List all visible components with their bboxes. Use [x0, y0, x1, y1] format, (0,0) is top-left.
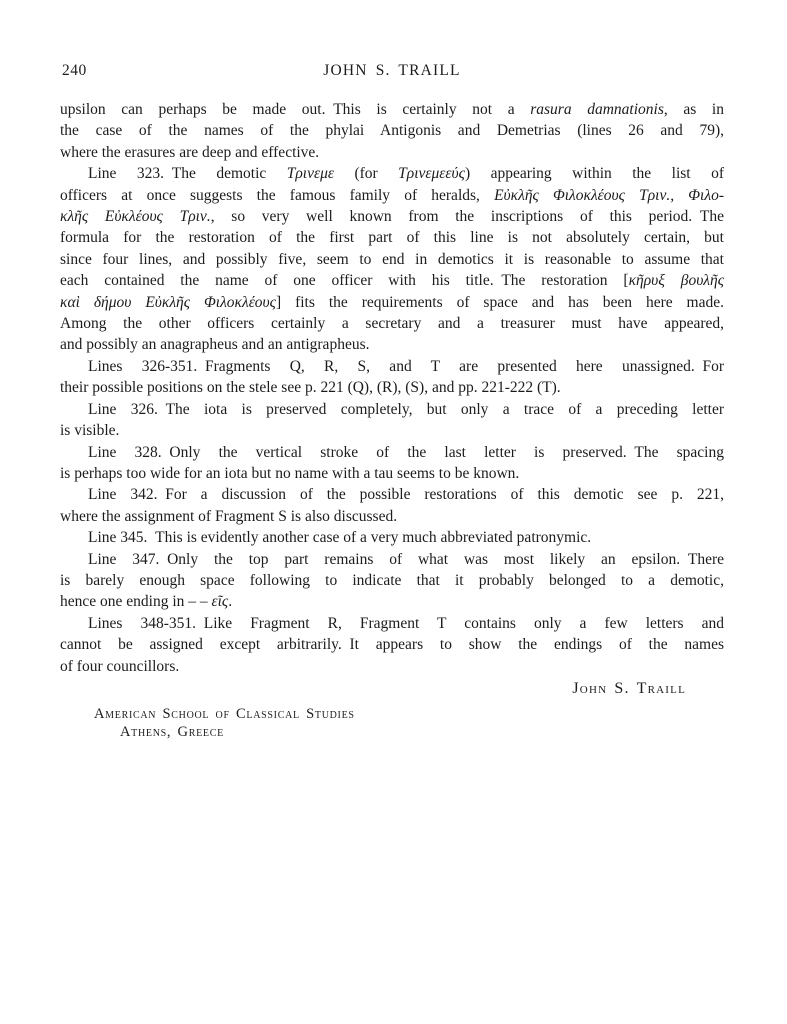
page-body [60, 99, 724, 677]
page-content [60, 99, 724, 741]
paragraph [60, 484, 724, 527]
text-line [60, 420, 724, 441]
paragraph [60, 163, 724, 356]
text-segment: ) appearing within the list of [464, 165, 724, 183]
text-line [60, 484, 724, 505]
paragraph [60, 99, 724, 163]
text-line [60, 506, 724, 527]
text-segment: each contained the name of one officer with his title. The restoration [ [60, 272, 629, 290]
text-segment: Line 326. The iota is preserved completely, but only a trace of a preceding letter [88, 400, 724, 418]
page-number: 240 [62, 62, 87, 79]
affiliation-institution: American School of Classical Studies [94, 706, 355, 723]
text-segment: cannot be assigned except arbitrarily. It appears to show the endings of the names [60, 636, 724, 654]
running-title: JOHN S. TRAILL [323, 62, 461, 79]
text-segment: officers at once suggests the famous family of heralds, [60, 186, 495, 204]
text-segment: is barely enough space following to indicate that it probably belonged to a demotic, [60, 571, 724, 589]
running-head [60, 62, 724, 82]
text-segment: Line 342. For a discussion of the possible restorations of this demotic see p. 221, [88, 486, 724, 504]
text-segment: formula for the restoration of the first part of this line is not absolutely certain, but [60, 229, 724, 247]
text-segment: Line 345. This is evidently another case of a very much abbreviated patronymic. [88, 529, 592, 547]
text-line [60, 270, 724, 291]
paragraph [60, 356, 724, 399]
text-line [60, 549, 724, 570]
text-segment: is visible. [60, 422, 120, 440]
text-segment: is perhaps too wide for an iota but no name with a tau seems to be known. [60, 464, 520, 482]
text-line [60, 442, 724, 463]
text-segment: ] fits the requirements of space and has been here made. [275, 293, 725, 311]
greek-text: κῆρυξ βουλῆς [628, 272, 724, 290]
text-line [60, 120, 724, 141]
text-segment: Line 328. Only the vertical stroke of the last letter is preserved. The spacing [88, 443, 724, 461]
paragraph [60, 399, 724, 442]
text-line [60, 163, 724, 184]
greek-text: εῖς [211, 593, 229, 611]
text-line [60, 227, 724, 248]
text-line [60, 656, 724, 677]
greek-text: Τρινεμε [286, 165, 334, 183]
text-segment: , as in [663, 101, 724, 118]
text-line [60, 527, 724, 548]
italic-text: rasura damnationis [530, 101, 664, 118]
text-segment: and possibly an anagrapheus and an antigrapheus. [60, 336, 370, 354]
text-segment: Line 323. The demotic [88, 165, 287, 183]
text-segment: of four councillors. [60, 657, 180, 675]
text-segment: , so very well known from the inscriptions of this period. The [210, 208, 725, 226]
text-segment: where the erasures are deep and effective. [60, 143, 320, 161]
text-segment: since four lines, and possibly five, seem to end in demotics it is reasonable to assume that [60, 250, 724, 268]
text-line [60, 463, 724, 484]
text-segment: where the assignment of Fragment S is also discussed. [60, 507, 398, 525]
greek-text: Εὐκλῆς Φιλοκλέους Τριν., Φιλο- [494, 186, 724, 204]
greek-text: καὶ δήμου Εὐκλῆς Φιλοκλέους [60, 293, 276, 311]
paragraph [60, 613, 724, 677]
text-line [60, 613, 724, 634]
text-line [60, 377, 724, 398]
text-line [60, 292, 724, 313]
text-line [60, 142, 724, 163]
paragraph [60, 549, 724, 613]
author-affiliation [60, 706, 724, 741]
paragraph [60, 442, 724, 485]
paragraph [60, 527, 724, 548]
text-line [60, 591, 724, 612]
text-segment: Lines 326-351. Fragments Q, R, S, and T are presented here unassigned. For [88, 357, 724, 375]
greek-text: κλῆς Εὐκλέους Τριν. [60, 208, 211, 226]
text-segment: (for [333, 165, 399, 183]
text-segment: Among the other officers certainly a secretary and a treasurer must have appeared, [60, 315, 724, 333]
text-line [60, 399, 724, 420]
text-line [60, 313, 724, 334]
affiliation-location: Athens, Greece [120, 723, 224, 740]
text-segment: the case of the names of the phylai Antigonis and Demetrias (lines 26 and 79), [60, 122, 724, 140]
text-line [60, 356, 724, 377]
text-line [60, 634, 724, 655]
text-line [60, 206, 724, 227]
text-segment: hence one ending in – – [60, 593, 212, 611]
text-segment: their possible positions on the stele see p. 221 (Q), (R), (S), and pp. 221-222 (T). [60, 379, 561, 397]
greek-text: Τρινεμεεύς [398, 165, 465, 183]
text-line [60, 249, 724, 270]
text-segment: upsilon can perhaps be made out. This is certainly not a [60, 101, 531, 118]
text-segment: Lines 348-351. Like Fragment R, Fragment T contains only a few letters and [88, 614, 724, 632]
text-segment: Line 347. Only the top part remains of what was most likely an epsilon. There [88, 550, 724, 568]
author-signature: John S. Traill [572, 679, 686, 697]
text-segment: . [228, 593, 233, 611]
text-line [60, 334, 724, 355]
text-line [60, 570, 724, 591]
text-line [60, 99, 724, 120]
text-line [60, 185, 724, 206]
